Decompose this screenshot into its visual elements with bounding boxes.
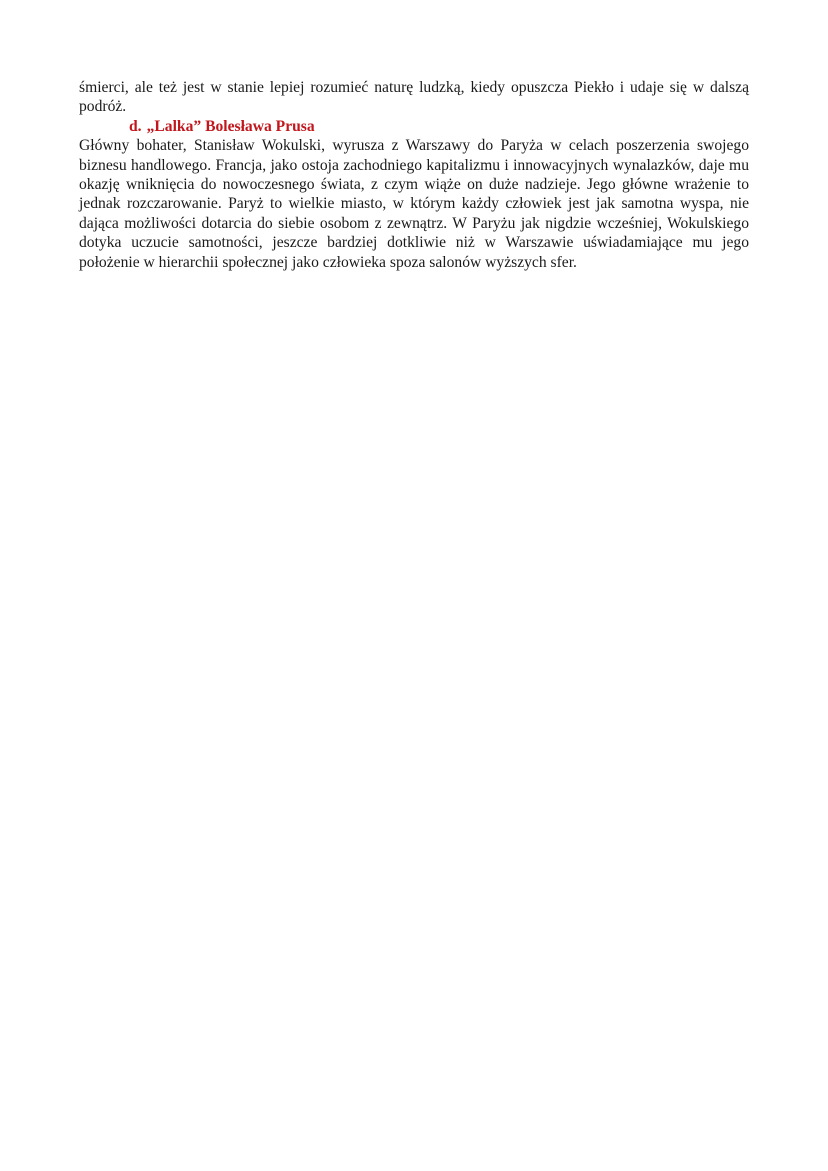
document-page (79, 78, 749, 272)
body-paragraph: Główny bohater, Stanisław Wokulski, wyrusza z Warszawy do Paryża w celach poszerzenia swojego biznesu handlowego. Francja, jako ostoja zachodniego kapitalizmu i innowacyjnych wynalazków, daje mu okazję wniknięcia do nowoczesnego świata, z czym wiąże on duże nadzieje. Jego główne wrażenie to jednak rozczarowanie. Paryż to wielkie miasto, w którym każdy człowiek jest jak samotna wyspa, nie dająca możliwości dotarcia do siebie osobom z zewnątrz. W Paryżu jak nigdzie wcześniej, Wokulskiego dotyka uczucie samotności, jeszcze bardziej dotkliwie niż w Warszawie uświadamiające mu jego położenie w hierarchii społecznej jako człowieka spoza salonów wyższych sfer. (79, 137, 749, 271)
section-heading (79, 117, 749, 136)
section-marker: d. (129, 117, 142, 135)
intro-paragraph: śmierci, ale też jest w stanie lepiej rozumieć naturę ludzką, kiedy opuszcza Piekło i udaje się w dalszą podróż. (79, 79, 749, 116)
section-title: „Lalka” Bolesława Prusa (146, 117, 315, 135)
